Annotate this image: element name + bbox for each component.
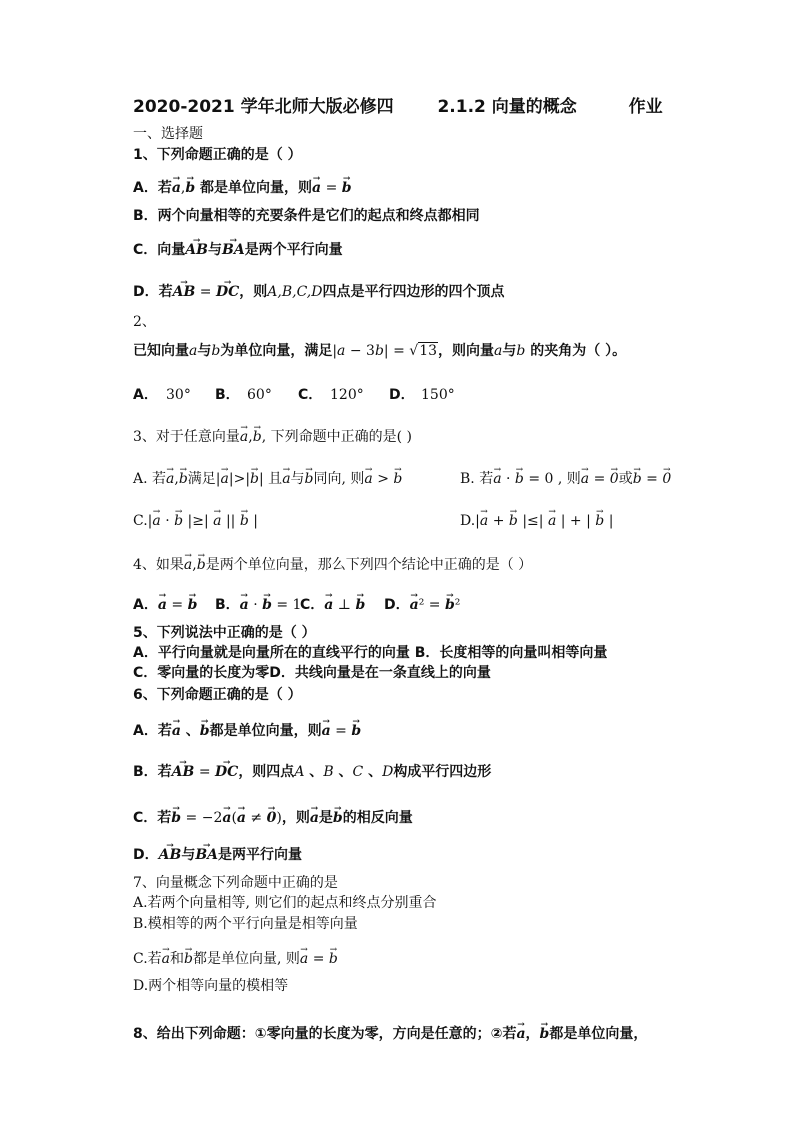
q7-option-a: A.若两个向量相等, 则它们的起点和终点分别重合	[133, 895, 437, 911]
q2-option-d-value: 150°	[421, 387, 455, 403]
q1-option-b: B．两个向量相等的充要条件是它们的起点和终点都相同	[133, 208, 480, 224]
q1-option-c: C．向量→ AB与→ BA是两个平行向量	[133, 241, 343, 259]
q1-stem: 1、下列命题正确的是（ ）	[133, 147, 302, 163]
q1-option-d: D．若→ AB = → DC，则A,B,C,D四点是平行四边形的四个顶点	[133, 283, 504, 301]
q2-number: 2、	[133, 314, 156, 330]
q5-options-ab: A．平行向量就是向量所在的直线平行的向量 B．长度相等的向量叫相等向量	[133, 645, 608, 661]
q3-option-d: D.|→ a + → b |≤| → a | + | → b |	[460, 512, 613, 530]
q5-options-cd: C．零向量的长度为零D．共线向量是在一条直线上的向量	[133, 665, 491, 681]
q3-option-c: C.|→ a · → b |≥| → a || → b |	[133, 512, 258, 530]
q5-stem: 5、下列说法中正确的是（ ）	[133, 625, 316, 641]
q7-option-c: C.若→ a和→ b都是单位向量, 则→ a = → b	[133, 950, 338, 968]
q4-option-c: C．→ a ⊥ → b	[300, 596, 365, 614]
q4-option-a: A．→ a = → b	[133, 596, 197, 614]
q2-option-c-value: 120°	[330, 387, 364, 403]
q6-option-d: D．→ AB与→ BA是两平行向量	[133, 846, 302, 864]
title-course: 2020-2021 学年北师大版必修四	[133, 97, 394, 117]
q4-option-b: B．→ a · → b = 1	[215, 596, 301, 614]
q7-option-d: D.两个相等向量的模相等	[133, 978, 289, 994]
q4-stem: 4、如果→ a,→ b是两个单位向量，那么下列四个结论中正确的是（ ）	[133, 556, 532, 574]
title-homework: 作业	[628, 97, 663, 117]
q7-option-b: B.模相等的两个平行向量是相等向量	[133, 916, 358, 932]
q2-stem: 已知向量a与b为单位向量，满足|a − 3b| = √13，则向量a与b 的夹角为（ ）。	[133, 343, 627, 359]
q6-option-a: A．若→ a 、→ b都是单位向量，则→ a = → b	[133, 722, 361, 740]
title-section: 2.1.2 向量的概念	[437, 97, 577, 117]
q3-option-b: B. 若→ a · → b = 0 , 则→ a = → 0或→ b = → 0	[460, 470, 671, 488]
q7-stem: 7、向量概念下列命题中正确的是	[133, 875, 338, 891]
q2-option-c-label: C．	[298, 387, 323, 403]
section-heading: 一、选择题	[133, 126, 203, 142]
q6-stem: 6、下列命题正确的是（ ）	[133, 687, 302, 703]
q2-option-a-label: A．	[133, 387, 158, 403]
q2-option-a-value: 30°	[166, 387, 191, 403]
q3-stem: 3、对于任意向量→ a,→ b, 下列命题中正确的是( )	[133, 428, 412, 446]
document-title	[133, 92, 663, 117]
q2-option-b-value: 60°	[247, 387, 272, 403]
q6-option-b: B．若→ AB = → DC，则四点A 、B 、C 、D构成平行四边形	[133, 763, 491, 781]
q2-option-d-label: D．	[389, 387, 415, 403]
q3-option-a: A. 若→ a,→ b满足|→ a|>|→ b| 且→ a与→ b同向, 则→ a > → b	[133, 470, 402, 488]
q1-option-a: A．若→ a,→ b 都是单位向量，则→ a = → b	[133, 179, 352, 197]
q8-stem: 8、给出下列命题：①零向量的长度为零，方向是任意的；②若→ a，→ b都是单位向量，	[133, 1025, 647, 1043]
q6-option-c: C．若→ b = −2→ a(→ a ≠ → 0)，则→ a是→ b的相反向量	[133, 809, 413, 827]
q2-option-b-label: B．	[215, 387, 240, 403]
q4-option-d: D．→ a² = → b²	[384, 596, 460, 614]
